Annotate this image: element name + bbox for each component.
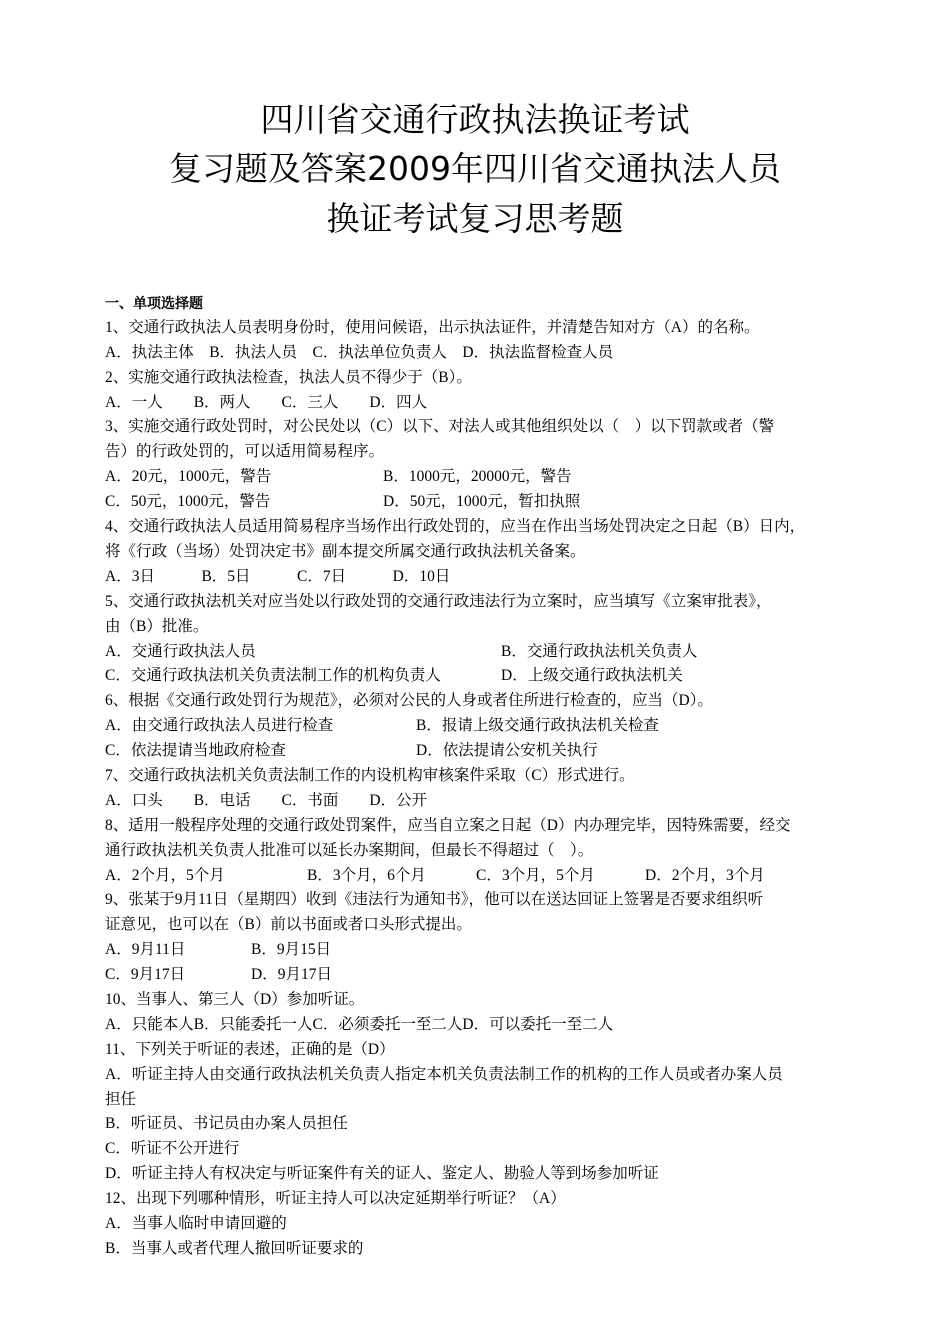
- question-8-line-1: 8、适用一般程序处理的交通行政处罚案件，应当自立案之日起（D）内办理完毕，因特殊需要，经交: [105, 817, 791, 834]
- question-6-option-d: D．依法提请公安机关执行: [416, 742, 598, 759]
- question-8-option-b: B．3个月，6个月: [307, 867, 426, 884]
- question-9-option-b: B．9月15日: [251, 941, 332, 958]
- question-8-option-d: D．2个月，3个月: [645, 867, 765, 884]
- question-6: 6、根据《交通行政处罚行为规范》，必须对公民的人身或者住所进行检查的，应当（D）。: [105, 692, 713, 709]
- question-4-options: A．3日 B．5日 C．7日 D．10日: [105, 568, 451, 585]
- question-1: 1、交通行政执法人员表明身份时，使用问候语，出示执法证件，并清楚告知对方（A）的名称。: [105, 319, 760, 336]
- question-4-line-2: 将《行政（当场）处罚决定书》副本提交所属交通行政执法机关备案。: [105, 543, 586, 560]
- question-3-option-a: A．20元，1000元，警告: [105, 468, 272, 485]
- question-3-line-2: 告）的行政处罚的，可以适用简易程序。: [105, 443, 385, 460]
- question-9-option-c: C．9月17日: [105, 966, 186, 983]
- question-3-line-1: 3、实施交通行政处罚时，对公民处以（C）以下、对法人或其他组织处以（ ）以下罚款或者（警: [105, 418, 775, 435]
- question-12-option-b: B．当事人或者代理人撤回听证要求的: [105, 1240, 364, 1257]
- question-11-option-b: B．听证员、书记员由办案人员担任: [105, 1115, 348, 1132]
- question-11-option-d: D．听证主持人有权决定与听证案件有关的证人、鉴定人、勘验人等到场参加听证: [105, 1165, 659, 1182]
- section-heading: 一、单项选择题: [105, 296, 203, 312]
- question-5-option-a: A．交通行政执法人员: [105, 643, 256, 660]
- question-7-options: A．口头 B．电话 C．书面 D．公开: [105, 792, 428, 809]
- question-6-option-c: C．依法提请当地政府检查: [105, 742, 286, 759]
- question-5-line-2: 由（B）批准。: [105, 618, 209, 635]
- question-10-options: A．只能本人B．只能委托一人C．必须委托一至二人D．可以委托一至二人: [105, 1016, 614, 1033]
- title-line-3: 换证考试复习思考题: [326, 199, 624, 238]
- question-7: 7、交通行政执法机关负责法制工作的内设机构审核案件采取（C）形式进行。: [105, 767, 635, 784]
- question-2: 2、实施交通行政执法检查，执法人员不得少于（B）。: [105, 369, 472, 386]
- question-3-option-b: B．1000元，20000元，警告: [383, 468, 572, 485]
- question-8-option-c: C．3个月，5个月: [476, 867, 595, 884]
- question-5-option-d: D．上级交通行政执法机关: [501, 667, 683, 684]
- question-5-option-b: B．交通行政执法机关负责人: [501, 643, 698, 660]
- question-11: 11、下列关于听证的表述，正确的是（D）: [105, 1041, 395, 1058]
- question-2-options: A．一人 B．两人 C．三人 D．四人: [105, 394, 428, 411]
- question-11-option-a-line-1: A．听证主持人由交通行政执法机关负责人指定本机关负责法制工作的机构的工作人员或者办案人员: [105, 1066, 783, 1083]
- question-9-option-d: D．9月17日: [251, 966, 332, 983]
- question-3-option-d: D．50元，1000元，暂扣执照: [383, 493, 581, 510]
- question-9-line-2: 证意见，也可以在（B）前以书面或者口头形式提出。: [105, 916, 472, 933]
- question-4-line-1: 4、交通行政执法人员适用简易程序当场作出行政处罚的，应当在作出当场处罚决定之日起（B）日内，: [105, 518, 806, 535]
- question-5-line-1: 5、交通行政执法机关对应当处以行政处罚的交通行政违法行为立案时，应当填写《立案审批表》，: [105, 593, 772, 610]
- question-11-option-c: C．听证不公开进行: [105, 1140, 240, 1157]
- question-5-option-c: C．交通行政执法机关负责法制工作的机构负责人: [105, 667, 441, 684]
- question-11-option-a-line-2: 担任: [105, 1091, 137, 1108]
- question-12-option-a: A．当事人临时申请回避的: [105, 1215, 287, 1232]
- question-12: 12、出现下列哪种情形，听证主持人可以决定延期举行听证？（A）: [105, 1190, 566, 1207]
- question-9-option-a: A．9月11日: [105, 941, 186, 958]
- question-6-option-b: B．报请上级交通行政执法机关检查: [416, 717, 659, 734]
- question-8-line-2: 通行政执法机关负责人批准可以延长办案期间，但最长不得超过（ ）。: [105, 842, 594, 859]
- title-line-2: 复习题及答案2009年四川省交通执法人员: [169, 149, 781, 188]
- question-10: 10、当事人、第三人（D）参加听证。: [105, 991, 365, 1008]
- question-9-line-1: 9、张某于9月11日（星期四）收到《违法行为通知书》，他可以在送达回证上签署是否要求组织听: [105, 891, 764, 908]
- question-6-option-a: A．由交通行政执法人员进行检查: [105, 717, 334, 734]
- question-8-option-a: A．2个月，5个月: [105, 867, 225, 884]
- question-1-options: A．执法主体 B．执法人员 C．执法单位负责人 D．执法监督检查人员: [105, 344, 614, 361]
- title-line-1: 四川省交通行政执法换证考试: [260, 100, 690, 139]
- question-3-option-c: C．50元，1000元，警告: [105, 493, 271, 510]
